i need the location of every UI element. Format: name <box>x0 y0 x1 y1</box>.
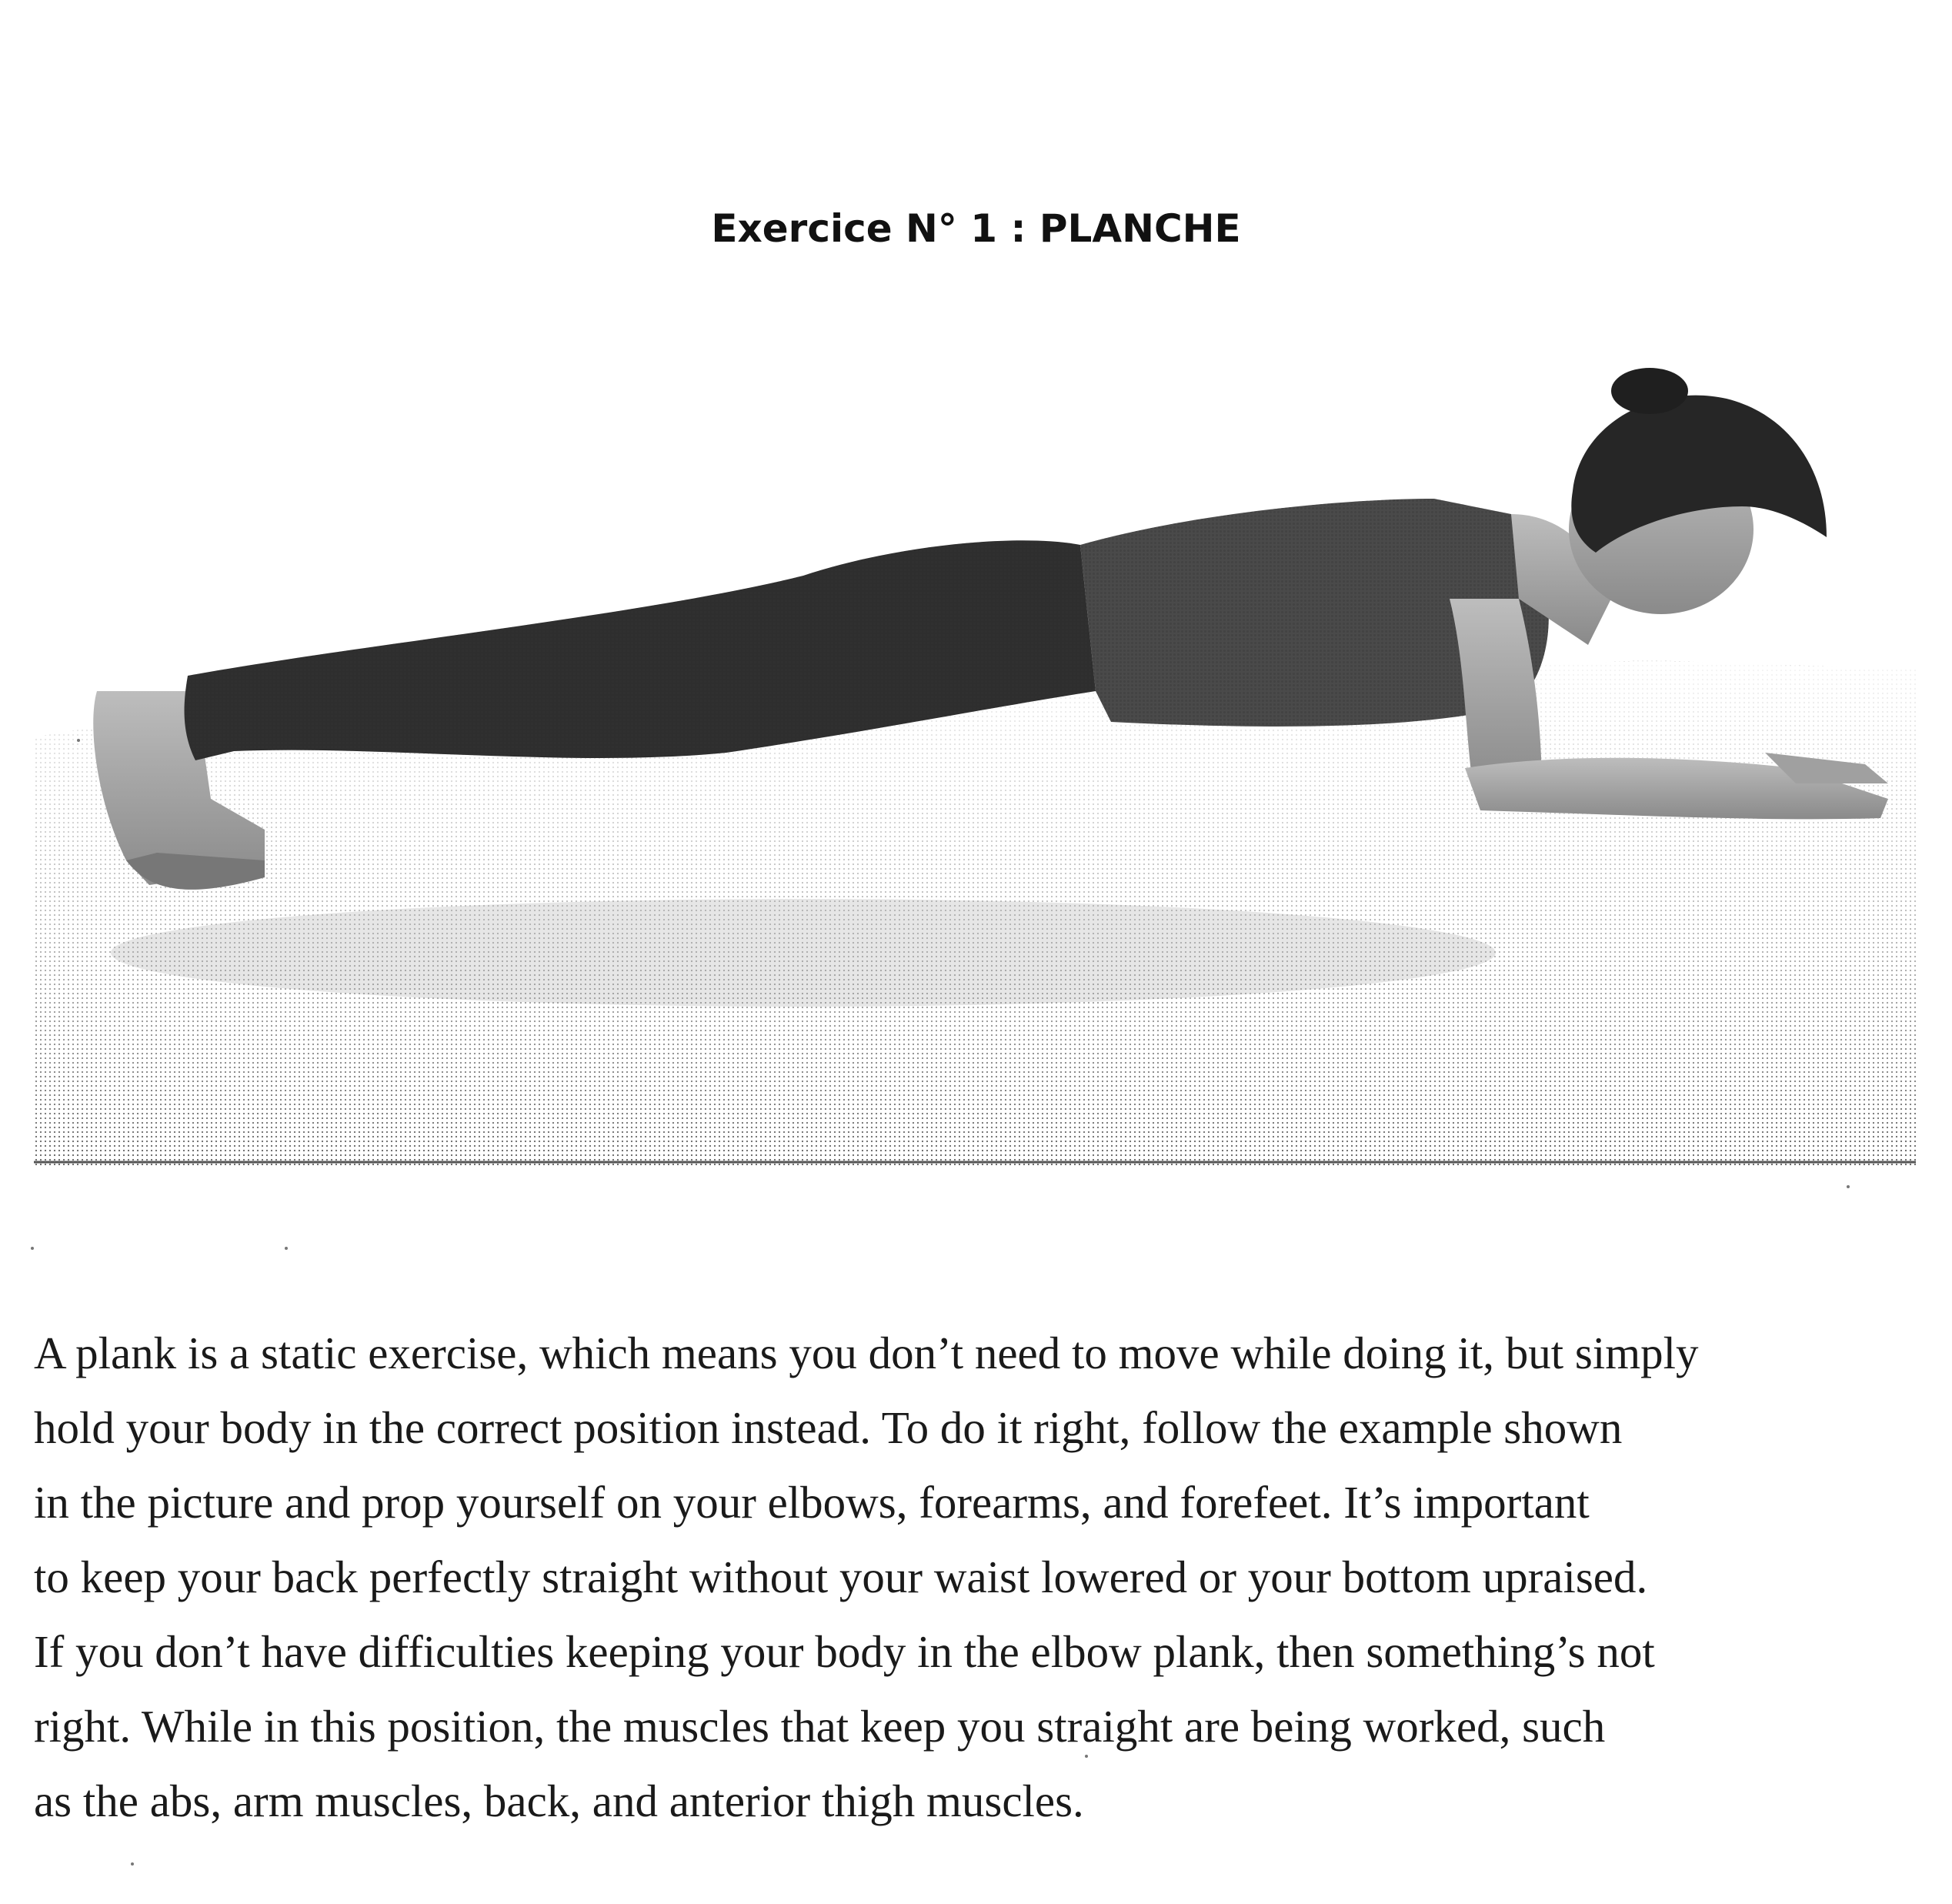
plank-exercise-photo-icon <box>34 368 1916 1167</box>
scan-speck <box>31 1247 34 1250</box>
scan-speck <box>77 739 80 742</box>
scan-speck <box>131 1862 134 1866</box>
scan-speck <box>1085 1755 1088 1758</box>
scan-speck <box>285 1247 288 1250</box>
paragraph-line: right. While in this position, the muscles that keep you straight are being worked, such <box>34 1701 1606 1752</box>
scan-speck <box>1847 1185 1850 1188</box>
page-title: Exercice N° 1 : PLANCHE <box>711 206 1241 251</box>
paragraph-line: to keep your back perfectly straight without your waist lowered or your bottom upraised. <box>34 1552 1648 1602</box>
hair-bun <box>1611 368 1688 414</box>
description-paragraph <box>34 1316 1934 1839</box>
body-shadow <box>111 899 1496 1007</box>
paragraph-line: A plank is a static exercise, which means you don’t need to move while doing it, but simply <box>34 1328 1699 1378</box>
paragraph-line: If you don’t have difficulties keeping your body in the elbow plank, then something’s not <box>34 1626 1655 1677</box>
paragraph-line: as the abs, arm muscles, back, and anterior thigh muscles. <box>34 1775 1084 1826</box>
paragraph-line: hold your body in the correct position instead. To do it right, follow the example shown <box>34 1402 1623 1453</box>
paragraph-line: in the picture and prop yourself on your elbows, forearms, and forefeet. It’s important <box>34 1477 1590 1528</box>
plank-exercise-photo <box>34 368 1916 1167</box>
